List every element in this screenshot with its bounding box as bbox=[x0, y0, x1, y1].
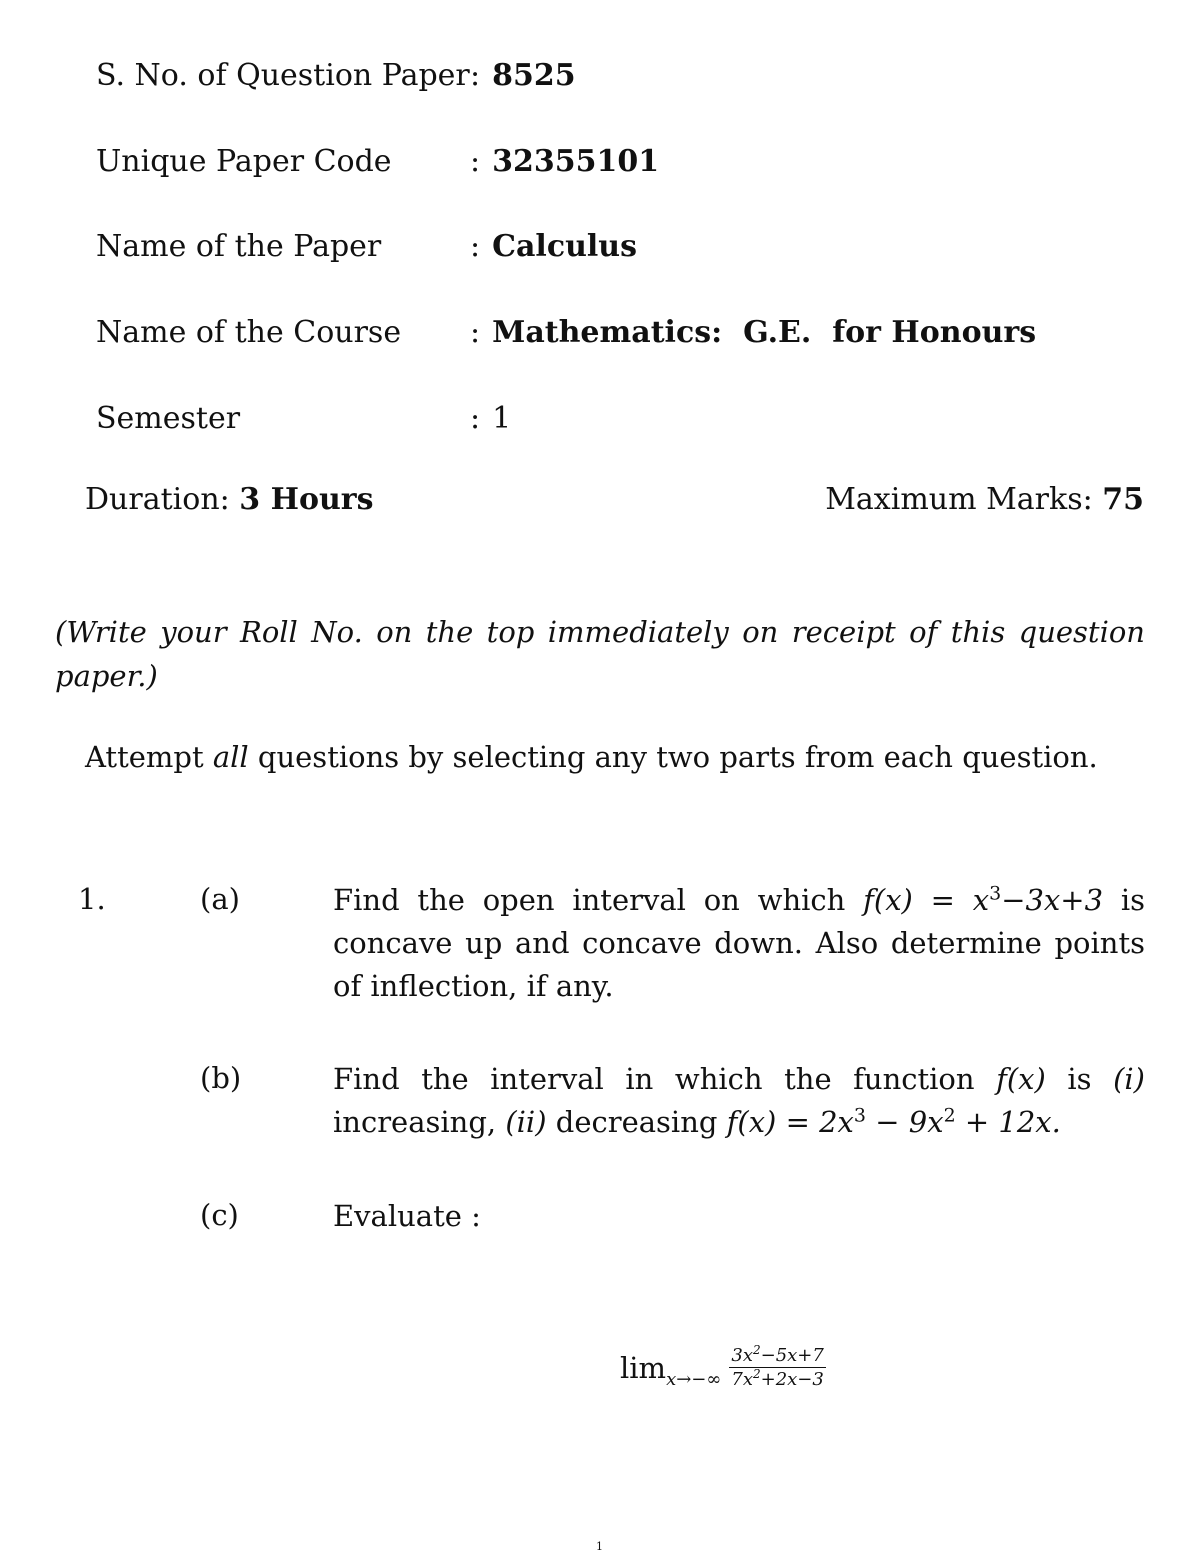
part-a-text: Find the open interval on which $f(x) = x^3-3x+3$ is concave up and concave down. Also determine points of inflection, if any. bbox=[333, 882, 1145, 1003]
roll-no-instruction: (Write your Roll No. on the top immediately on receipt of this question paper.) bbox=[55, 615, 1145, 693]
header-label-course-name: Name of the Course bbox=[96, 315, 402, 350]
attempt-instruction: Attempt all questions by selecting any two parts from each question. bbox=[85, 740, 1098, 774]
header-label-semester: Semester bbox=[96, 401, 241, 436]
fraction-denominator: $7x^2+2x-3$ bbox=[731, 1367, 824, 1390]
header-value-paper-code: : 32355101 bbox=[470, 144, 660, 179]
part-b-label: (b) bbox=[200, 1061, 242, 1095]
question-number: 1. bbox=[78, 882, 106, 916]
part-b-text: Find the interval in which the function f(x) is (i) increasing, (ii) decreasing $f(x) = 2x^3 - 9x^2 + 12x$. bbox=[333, 1062, 1145, 1139]
page-number: 1 bbox=[596, 1540, 603, 1553]
header-label-paper-name: Name of the Paper bbox=[96, 229, 382, 264]
limit-operator: lim bbox=[620, 1350, 667, 1385]
limit-subscript: x→−∞ bbox=[666, 1369, 722, 1390]
header-label-serial-no: S. No. of Question Paper bbox=[96, 58, 470, 93]
part-c-label: (c) bbox=[200, 1198, 239, 1232]
header-label-paper-code: Unique Paper Code bbox=[96, 144, 392, 179]
header-value-serial-no: : 8525 bbox=[470, 58, 576, 93]
limit-expression bbox=[620, 1345, 826, 1390]
maximum-marks: Maximum Marks: 75 bbox=[825, 482, 1144, 517]
fraction-numerator: $3x^2-5x+7$ bbox=[731, 1343, 824, 1366]
header-value-semester: : 1 bbox=[470, 401, 512, 436]
part-a-label: (a) bbox=[200, 882, 240, 916]
duration: Duration: 3 Hours bbox=[85, 482, 374, 517]
header-value-paper-name: : Calculus bbox=[470, 229, 637, 264]
part-c-text: Evaluate : bbox=[333, 1199, 481, 1233]
header-value-course-name: : Mathematics: G.E. for Honours bbox=[470, 315, 1037, 350]
limit-fraction bbox=[729, 1345, 825, 1390]
